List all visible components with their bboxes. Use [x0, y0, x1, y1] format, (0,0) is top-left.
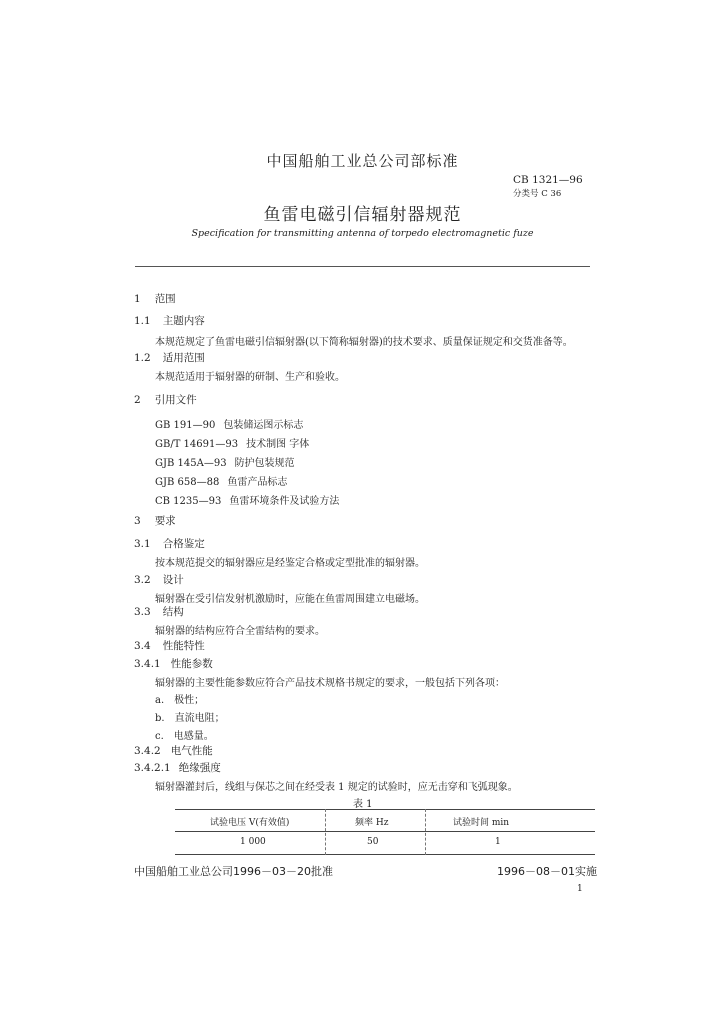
section-title: 合格鉴定	[162, 538, 205, 550]
section-3-2-text: 辐射器在受引信发射机激励时，应能在鱼雷周围建立电磁场。	[155, 594, 425, 605]
document-title: 鱼雷电磁引信辐射器规范	[263, 205, 462, 225]
reference-code: GB/T 14691—93	[155, 439, 239, 450]
section-number: 3.4.1	[134, 658, 161, 670]
section-number: 3.1	[134, 538, 151, 550]
section-2-heading	[134, 392, 197, 407]
section-number: 3.3	[134, 606, 151, 618]
list-item-text: 极性；	[174, 695, 205, 706]
section-title: 范围	[154, 293, 176, 305]
list-item-label: c.	[155, 731, 164, 742]
table-caption: 表 1	[353, 799, 373, 810]
reference-item	[155, 416, 303, 431]
table-cell: 1	[495, 837, 501, 847]
page-number: 1	[577, 884, 583, 894]
reference-code: GJB 145A—93	[155, 458, 227, 469]
section-title: 引用文件	[154, 394, 197, 406]
table-bottom-border	[175, 854, 595, 855]
section-1-2-text: 本规范适用于辐射器的研制、生产和验收。	[155, 372, 345, 383]
section-1-1-heading	[134, 313, 205, 328]
table-cell: 1 000	[240, 837, 266, 847]
reference-name: 包装储运图示标志	[223, 420, 304, 431]
section-3-4-2-1-heading	[134, 760, 221, 775]
section-title: 性能参数	[170, 658, 213, 670]
reference-item	[155, 454, 295, 469]
section-3-4-2-heading	[134, 743, 213, 758]
english-title: Specification for transmitting antenna of torpedo electromagnetic fuze	[191, 228, 534, 239]
section-number: 3.4.2	[134, 745, 161, 757]
section-1-heading	[134, 291, 176, 306]
table-header-divider	[175, 831, 595, 832]
section-3-heading	[134, 513, 176, 528]
section-title: 绝缘强度	[178, 762, 221, 774]
standard-code: CB 1321—96	[513, 174, 583, 186]
section-3-2-heading	[134, 572, 184, 587]
list-item-text: 直流电阻；	[174, 713, 225, 724]
section-number: 1	[134, 293, 141, 305]
classification-number: 分类号 C 36	[513, 189, 562, 199]
section-number: 3.2	[134, 574, 151, 586]
org-title: 中国船舶工业总公司部标准	[266, 152, 459, 170]
table-cell: 50	[367, 837, 379, 847]
section-3-4-heading	[134, 638, 205, 653]
list-item-text: 电感量。	[173, 731, 214, 742]
section-title: 要求	[154, 515, 176, 527]
section-number: 1.1	[134, 315, 151, 327]
list-item	[155, 691, 204, 706]
section-title: 设计	[162, 574, 184, 586]
section-number: 3	[134, 515, 141, 527]
table-top-border	[175, 809, 595, 810]
list-item	[155, 727, 214, 742]
section-3-1-text: 按本规范提交的辐射器应是经鉴定合格或定型批准的辐射器。	[155, 558, 425, 569]
table-column-divider	[425, 809, 426, 855]
reference-item	[155, 492, 339, 507]
reference-name: 鱼雷环境条件及试验方法	[229, 496, 340, 507]
table-header-cell: 试验电压 V(有效值)	[210, 818, 290, 828]
table-column-divider	[325, 809, 326, 855]
section-title: 主题内容	[162, 315, 205, 327]
section-title: 结构	[162, 606, 184, 618]
reference-code: GB 191—90	[155, 420, 216, 431]
table-1	[175, 807, 595, 859]
table-header-cell: 试验时间 min	[453, 818, 510, 828]
reference-name: 防护包装规范	[234, 458, 295, 469]
section-3-4-2-1-text: 辐射器灌封后，线组与保芯之间在经受表 1 规定的试验时，应无击穿和飞弧现象。	[155, 782, 518, 793]
reference-code: GJB 658—88	[155, 477, 220, 488]
list-item-label: a.	[155, 695, 165, 706]
section-number: 3.4	[134, 640, 151, 652]
reference-name: 技术制图 字体	[246, 439, 310, 450]
reference-name: 鱼雷产品标志	[227, 477, 288, 488]
list-item-label: b.	[155, 713, 165, 724]
section-3-4-1-heading	[134, 656, 213, 671]
section-title: 适用范围	[162, 352, 205, 364]
reference-code: CB 1235—93	[155, 496, 222, 507]
section-number: 3.4.2.1	[134, 762, 171, 774]
reference-item	[155, 435, 309, 450]
reference-item	[155, 473, 287, 488]
section-3-1-heading	[134, 536, 205, 551]
approval-line: 中国船舶工业总公司1996－03－20批准	[134, 865, 333, 878]
list-item	[155, 709, 225, 724]
section-3-4-1-text: 辐射器的主要性能参数应符合产品技术规格书规定的要求，一般包括下列各项：	[155, 678, 505, 689]
section-3-3-heading	[134, 604, 184, 619]
section-1-1-text: 本规范规定了鱼雷电磁引信辐射器(以下简称辐射器)的技术要求、质量保证规定和交货准备等。	[155, 337, 573, 348]
effective-date: 1996－08－01实施	[497, 865, 597, 878]
section-title: 电气性能	[170, 745, 213, 757]
section-3-3-text: 辐射器的结构应符合全雷结构的要求。	[155, 626, 325, 637]
section-1-2-heading	[134, 350, 205, 365]
table-header-cell: 频率 Hz	[355, 818, 389, 828]
header-divider	[135, 266, 590, 267]
section-number: 2	[134, 394, 141, 406]
section-title: 性能特性	[162, 640, 205, 652]
section-number: 1.2	[134, 352, 151, 364]
